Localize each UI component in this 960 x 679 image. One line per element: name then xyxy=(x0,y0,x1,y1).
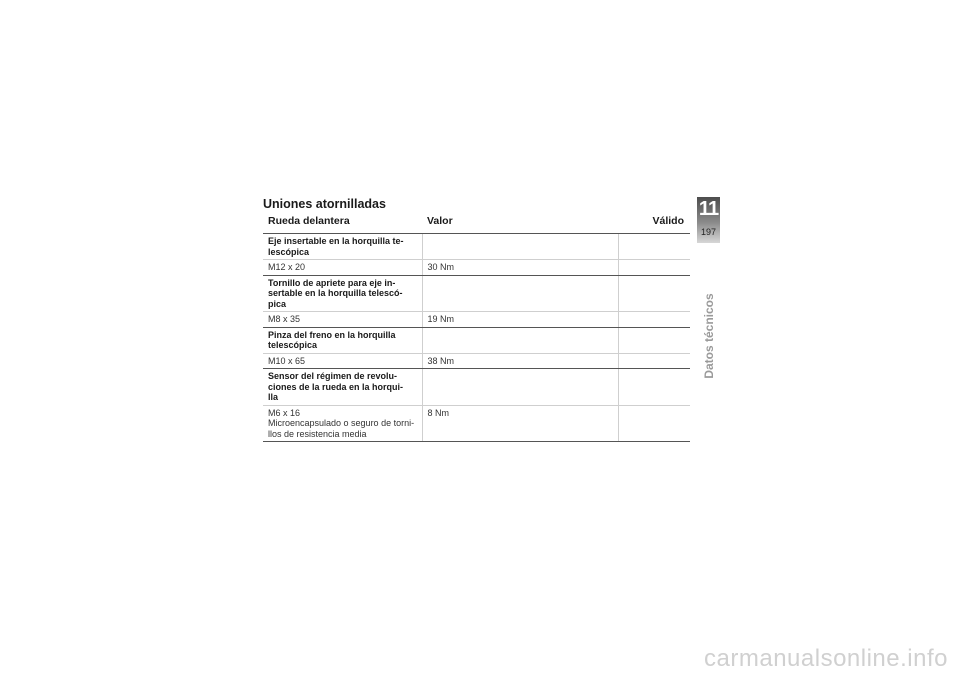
valid-cell xyxy=(618,405,690,442)
header-front-wheel: Rueda delantera xyxy=(263,211,422,234)
component-name: Eje insertable en la horquilla te- lescópica xyxy=(263,234,422,260)
header-value: Valor xyxy=(422,211,618,234)
table-row xyxy=(263,312,690,328)
table-row xyxy=(263,260,690,276)
torque-value: 30 Nm xyxy=(422,260,618,276)
component-name: Pinza del freno en la horquilla telescópica xyxy=(263,327,422,353)
torque-value: 38 Nm xyxy=(422,353,618,369)
watermark: carmanualsonline.info xyxy=(704,645,948,672)
table-header-row xyxy=(263,211,690,234)
valid-cell xyxy=(618,353,690,369)
page-number: 197 xyxy=(700,227,717,237)
torque-value: 8 Nm xyxy=(422,405,618,442)
table-row xyxy=(263,369,690,406)
section-title: Uniones atornilladas xyxy=(263,197,386,211)
table-row xyxy=(263,327,690,353)
thread-spec: M6 x 16 Microencapsulado o seguro de torni- llos de resistencia media xyxy=(263,405,422,442)
torque-table xyxy=(263,211,690,442)
table-row xyxy=(263,353,690,369)
table-row xyxy=(263,275,690,312)
component-name: Tornillo de apriete para eje in- sertable en la horquilla telescó- pica xyxy=(263,275,422,312)
component-name: Sensor del régimen de revolu- ciones de la rueda en la horqui- lla xyxy=(263,369,422,406)
table-row xyxy=(263,405,690,442)
valid-cell xyxy=(618,312,690,328)
thread-spec: M10 x 65 xyxy=(263,353,422,369)
header-valid: Válido xyxy=(618,211,690,234)
chapter-number: 11 xyxy=(698,198,719,220)
thread-spec: M12 x 20 xyxy=(263,260,422,276)
thread-spec: M8 x 35 xyxy=(263,312,422,328)
table-row xyxy=(263,234,690,260)
valid-cell xyxy=(618,260,690,276)
torque-value: 19 Nm xyxy=(422,312,618,328)
chapter-side-label: Datos técnicos xyxy=(702,293,716,379)
